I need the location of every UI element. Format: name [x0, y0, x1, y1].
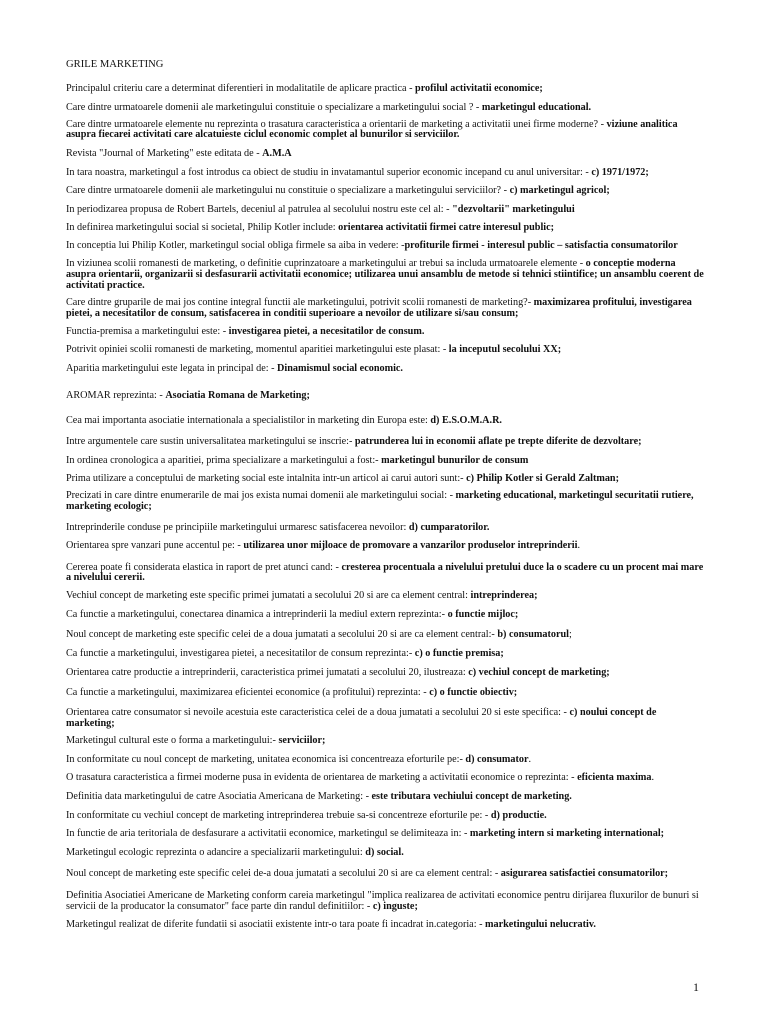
question-item — [66, 149, 706, 160]
answer-text: este tributara vechiului concept de marketing. — [371, 790, 572, 802]
question-text: Intreprinderile conduse pe principiile marketingului urmaresc satisfacerea nevoilor: — [66, 521, 409, 533]
question-text: Intre argumentele care sustin universalitatea marketingului se inscrie:- — [66, 435, 355, 447]
answer-text: utilizarea unor mijloace de promovare a vanzarilor produselor intreprinderii — [243, 539, 578, 551]
answer-text: eficienta maxima — [577, 772, 652, 784]
question-item — [66, 610, 706, 621]
question-text: Functia-premisa a marketingului este: - — [66, 325, 229, 337]
answer-text: o functie mijloc; — [447, 608, 519, 620]
question-item — [66, 848, 706, 859]
answer-text: investigarea pietei, a necesitatilor de consum. — [228, 325, 425, 337]
answer-text: la inceputul secolului XX; — [448, 343, 562, 355]
question-text: Marketingul realizat de diferite fundatii si asociatii existente intr-o tara poate fi incadrat in.categoria: - — [66, 919, 486, 931]
question-text: Prima utilizare a conceptului de marketing social este intalnita intr-un articol ai carui autori sunt:- — [66, 472, 467, 484]
question-item — [66, 241, 706, 252]
answer-text: d) productie. — [490, 809, 547, 821]
answer-text: cresterea procentuala a nivelului pretului duce la o scadere cu un procent mai mare a nivelului cererii. — [66, 561, 704, 584]
answer-text: d) social. — [365, 847, 404, 859]
question-text: Marketingul ecologic reprezinta o adancire a specializarii marketingului: — [66, 847, 366, 859]
page-title: GRILE MARKETING — [66, 59, 164, 70]
page-number: 1 — [693, 980, 699, 994]
answer-text: c) Philip Kotler si Gerald Zaltman; — [466, 472, 619, 484]
question-item — [66, 298, 706, 320]
question-item — [66, 391, 706, 402]
answer-text: maximizarea profitului, investigarea pietei, a necesitatilor de consum, satisfacerea in conditii superioare a nevoilor de utilizare si/sau consum; — [66, 297, 692, 320]
question-item — [66, 829, 706, 840]
question-item — [66, 84, 706, 95]
answer-text: serviciilor; — [278, 735, 326, 747]
question-text: Care dintre urmatoarele domenii ale marketingului nu constituie o specializare a marketingului serviciilor? - — [66, 184, 510, 196]
question-text: Cererea poate fi considerata elastica in raport de pret atunci cand: - — [66, 561, 342, 573]
question-text: Orientarea spre vanzari pune accentul pe: - — [66, 539, 244, 551]
question-text: In ordinea cronologica a aparitiei, prima specializare a marketingului a fost:- — [66, 454, 382, 466]
question-item — [66, 541, 706, 552]
question-item — [66, 869, 706, 880]
question-text: Orientarea catre consumator si nevoile acestuia este caracteristica celei de a doua jumatati a secolului 20 si este specifica: - — [66, 706, 570, 718]
question-item — [66, 668, 706, 679]
question-item — [66, 223, 706, 234]
answer-text: orientarea activitatii firmei catre interesul public; — [338, 222, 555, 234]
question-text: In conformitate cu vechiul concept de marketing intreprinderea trebuie sa-si concentreze eforturile pe: - — [66, 809, 491, 821]
question-item — [66, 491, 706, 513]
question-text: Care dintre urmatoarele elemente nu reprezinta o trasatura caracteristica a orientarii de marketing a activitatii unei firme moderne? - — [66, 118, 607, 130]
answer-text: marketingul educational. — [481, 101, 592, 113]
question-item — [66, 708, 706, 730]
answer-text: A.M.A — [262, 148, 292, 160]
answer-tail: . — [528, 754, 532, 766]
answer-text: marketing intern si marketing international; — [469, 828, 665, 840]
answer-text: c) o functie obiectiv; — [429, 687, 518, 699]
question-item — [66, 327, 706, 338]
question-list — [66, 84, 706, 939]
question-text: In tara noastra, marketingul a fost introdus ca obiect de studiu in invatamantul superior economic incepand cu anul universitar: - — [66, 166, 592, 178]
question-item — [66, 755, 706, 766]
question-text: Aparitia marketingului este legata in principal de: - — [66, 362, 278, 374]
question-item — [66, 649, 706, 660]
question-text: AROMAR reprezinta: - — [66, 390, 166, 402]
question-item — [66, 437, 706, 448]
question-item — [66, 205, 706, 216]
question-item — [66, 811, 706, 822]
question-text: Ca functie a marketingului, conectarea dinamica a intreprinderii la mediul extern reprezinta:- — [66, 608, 448, 620]
question-item — [66, 563, 706, 585]
question-text: Definitia data marketingului de catre Asociatia Americana de Marketing: - — [66, 790, 372, 802]
question-text: Revista "Journal of Marketing" este editata de - — [66, 148, 263, 160]
answer-text: profiturile firmei - interesul public – satisfactia consumatorilor — [404, 240, 678, 252]
question-text: Definitia Asociatiei Americane de Marketing conform careia marketingul "implica realizarea de activitati economice pentru dirijarea fluxurilor de bunuri si servicii de la producator la consumator" face parte din randul definitiilor: - — [66, 889, 699, 912]
question-text: Marketingul cultural este o forma a marketingului:- — [66, 735, 279, 747]
question-item — [66, 456, 706, 467]
answer-text: d) cumparatorilor. — [408, 521, 490, 533]
question-text: Principalul criteriu care a determinat diferentieri in modalitatile de aplicare practica - — [66, 83, 416, 94]
answer-text: o conceptie moderna asupra orientarii, organizarii si desfasurarii activitatii economice; utilizarea unui ansamblu de metode si tehnici stiintifice; un ansamblu coerent de activitati practice. — [66, 257, 704, 291]
answer-text: Asociatia Romana de Marketing; — [165, 390, 310, 402]
answer-text: marketing educational, marketingul securitatii rutiere, marketing ecologic; — [66, 490, 694, 513]
answer-text: b) consumatorul — [497, 628, 569, 640]
answer-text: patrunderea lui in economii aflate pe trepte diferite de dezvoltare; — [354, 435, 642, 447]
answer-text: c) 1971/1972; — [591, 166, 649, 178]
question-text: Vechiul concept de marketing este specific primei jumatati a secolului 20 si are ca element central: — [66, 590, 471, 602]
question-text: Care dintre urmatoarele domenii ale marketingului constituie o specializare a marketingului social ? - — [66, 101, 482, 113]
question-text: O trasatura caracteristica a firmei moderne pusa in evidenta de orientarea de marketing a activitatii economice o reprezinta: - — [66, 772, 578, 784]
question-item — [66, 186, 706, 197]
answer-text: c) vechiul concept de marketing; — [468, 667, 610, 679]
question-text: Cea mai importanta asociatie internationala a specialistilor in marketing din Europa este: — [66, 415, 431, 427]
answer-text: c) inguste; — [372, 900, 418, 912]
answer-text: Dinamismul social economic. — [277, 362, 403, 374]
question-text: Noul concept de marketing este specific celei de-a doua jumatati a secolului 20 si are ca element central: - — [66, 868, 501, 880]
answer-text: marketingul bunurilor de consum — [381, 454, 529, 466]
question-text: Potrivit opiniei scolii romanesti de marketing, momentul aparitiei marketingului este plasat: - — [66, 343, 449, 355]
question-item — [66, 523, 706, 534]
answer-text: "dezvoltarii" marketingului — [452, 203, 575, 215]
answer-text: c) o functie premisa; — [414, 647, 504, 659]
answer-text: asigurarea satisfactiei consumatorilor; — [500, 868, 669, 880]
question-item — [66, 474, 706, 485]
question-text: Ca functie a marketingului, investigarea pietei, a necesitatilor de consum reprezinta:- — [66, 647, 415, 659]
question-text: In definirea marketingului social si societal, Philip Kotler include: — [66, 222, 339, 234]
answer-text: marketingului nelucrativ. — [485, 919, 596, 931]
question-text: Care dintre gruparile de mai jos contine integral functii ale marketingului, potrivit scolii romanesti de marketing?- — [66, 297, 534, 309]
question-text: In conformitate cu noul concept de marketing, unitatea economica isi concentreaza eforturile pe:- — [66, 754, 466, 766]
answer-text: c) noului concept de marketing; — [66, 706, 657, 729]
question-item — [66, 891, 706, 913]
question-text: Precizati in care dintre enumerarile de mai jos exista numai domenii ale marketingului social: - — [66, 490, 456, 502]
question-item — [66, 773, 706, 784]
question-item — [66, 920, 706, 931]
question-item — [66, 103, 706, 114]
question-text: In functie de aria teritoriala de desfasurare a activitatii economice, marketingul se delimiteaza in: - — [66, 828, 470, 840]
answer-tail: . — [651, 772, 655, 784]
answer-tail: . — [577, 539, 580, 551]
question-item — [66, 120, 706, 142]
question-text: In conceptia lui Philip Kotler, marketingul social obliga firmele sa aiba in vedere: - — [66, 240, 405, 252]
question-text: Ca functie a marketingului, maximizarea eficientei economice (a profitului) reprezinta: - — [66, 687, 430, 699]
answer-text: d) E.S.O.M.A.R. — [430, 415, 502, 427]
question-text: Orientarea catre productie a intreprinderii, caracteristica primei jumatati a secolului 20, ilustreaza: — [66, 667, 469, 679]
answer-text: d) consumator — [465, 754, 529, 766]
question-text: In viziunea scolii romanesti de marketing, o definitie cuprinzatoare a marketingului ar trebui sa includa urmatoarele elemente - — [66, 257, 586, 269]
answer-text: intreprinderea; — [470, 590, 538, 602]
question-item — [66, 416, 706, 427]
question-text: Noul concept de marketing este specific celei de a doua jumatati a secolului 20 si are ca element central:- — [66, 628, 498, 640]
question-item — [66, 792, 706, 803]
question-item — [66, 364, 706, 375]
answer-text: c) marketingul agricol; — [509, 184, 610, 196]
question-item — [66, 259, 706, 291]
answer-text: profilul activitatii economice; — [415, 83, 543, 94]
question-text: In periodizarea propusa de Robert Bartels, deceniul al patrulea al secolului nostru este cel al: - — [66, 203, 453, 215]
answer-tail: ; — [568, 628, 572, 640]
question-item — [66, 688, 706, 699]
answer-text: viziune analitica asupra fiecarei activitati care alcatuieste ciclul economic complet al bunurilor si serviciilor. — [66, 118, 678, 141]
question-item — [66, 591, 706, 602]
question-item — [66, 630, 706, 641]
question-item — [66, 168, 706, 179]
question-item — [66, 736, 706, 747]
question-item — [66, 345, 706, 356]
